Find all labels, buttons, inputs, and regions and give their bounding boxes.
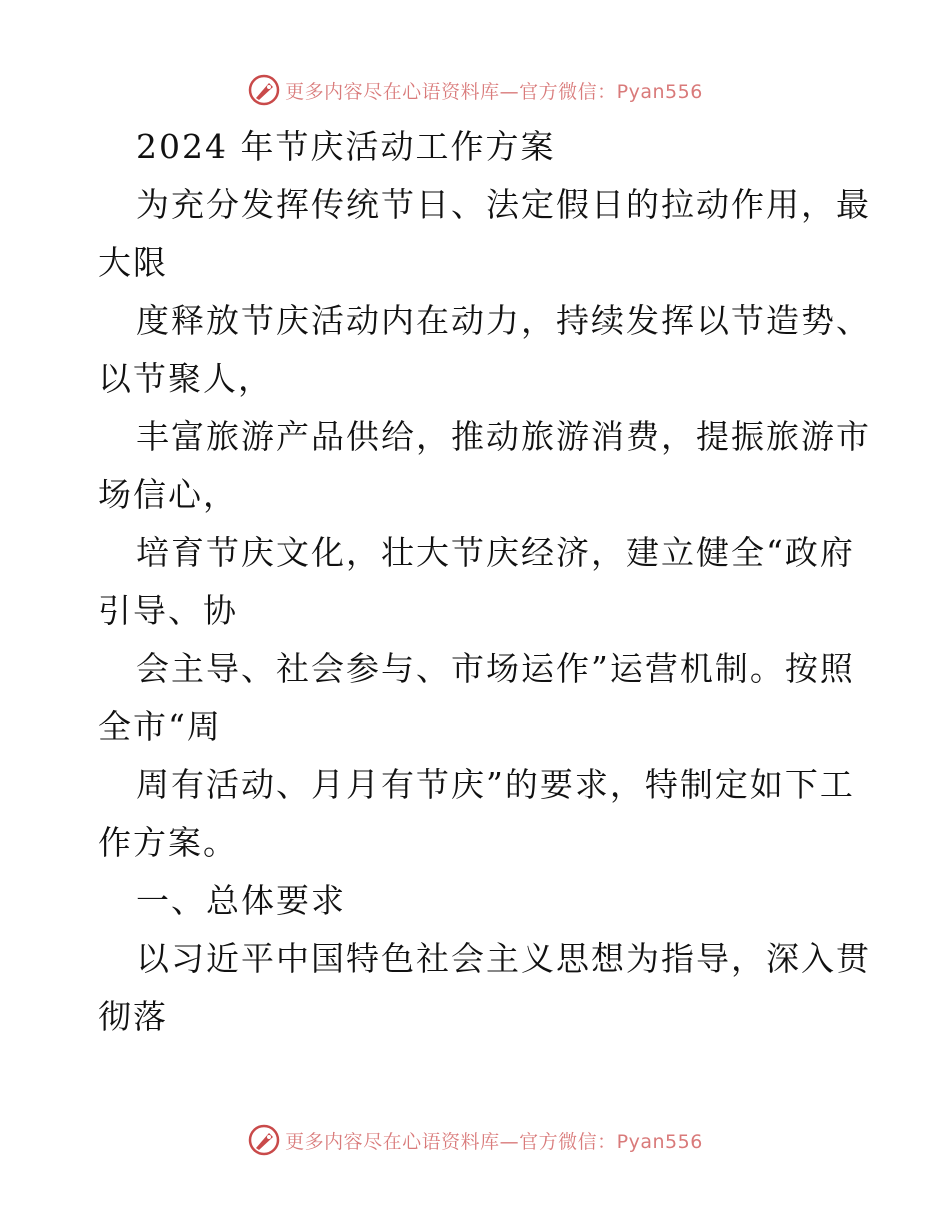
watermark-banner-top	[0, 70, 950, 110]
text-line: 全市“周	[98, 707, 222, 746]
document-body	[98, 118, 871, 1046]
text-line: 一、总体要求	[136, 881, 346, 920]
text-line: 大限	[98, 243, 168, 282]
text-line: 会主导、社会参与、市场运作”运营机制。按照	[136, 649, 855, 688]
text-line: 丰富旅游产品供给，推动旅游消费，提振旅游市	[136, 417, 871, 456]
text-line: 作方案。	[98, 823, 238, 862]
text-line: 培育节庆文化，壮大节庆经济，建立健全“政府	[136, 533, 855, 572]
text-line: 以节聚人，	[98, 359, 273, 398]
text-line: 周有活动、月月有节庆”的要求，特制定如下工	[136, 765, 855, 804]
text-line: 度释放节庆活动内在动力，持续发挥以节造势、	[136, 301, 871, 340]
text-line: 为充分发挥传统节日、法定假日的拉动作用，最	[136, 185, 871, 224]
pen-nib-circle-icon	[247, 73, 281, 107]
watermark-text: 更多内容尽在心语资料库—官方微信：Pyan556	[285, 1130, 703, 1153]
document-title: 2024 年节庆活动工作方案	[136, 127, 556, 166]
text-line: 引导、协	[98, 591, 238, 630]
watermark-text: 更多内容尽在心语资料库—官方微信：Pyan556	[285, 80, 703, 103]
text-line: 以习近平中国特色社会主义思想为指导，深入贯	[136, 939, 871, 978]
text-line: 场信心，	[98, 475, 238, 514]
watermark-banner-bottom	[0, 1120, 950, 1160]
text-line: 彻落	[98, 997, 168, 1036]
pen-nib-circle-icon	[247, 1123, 281, 1157]
